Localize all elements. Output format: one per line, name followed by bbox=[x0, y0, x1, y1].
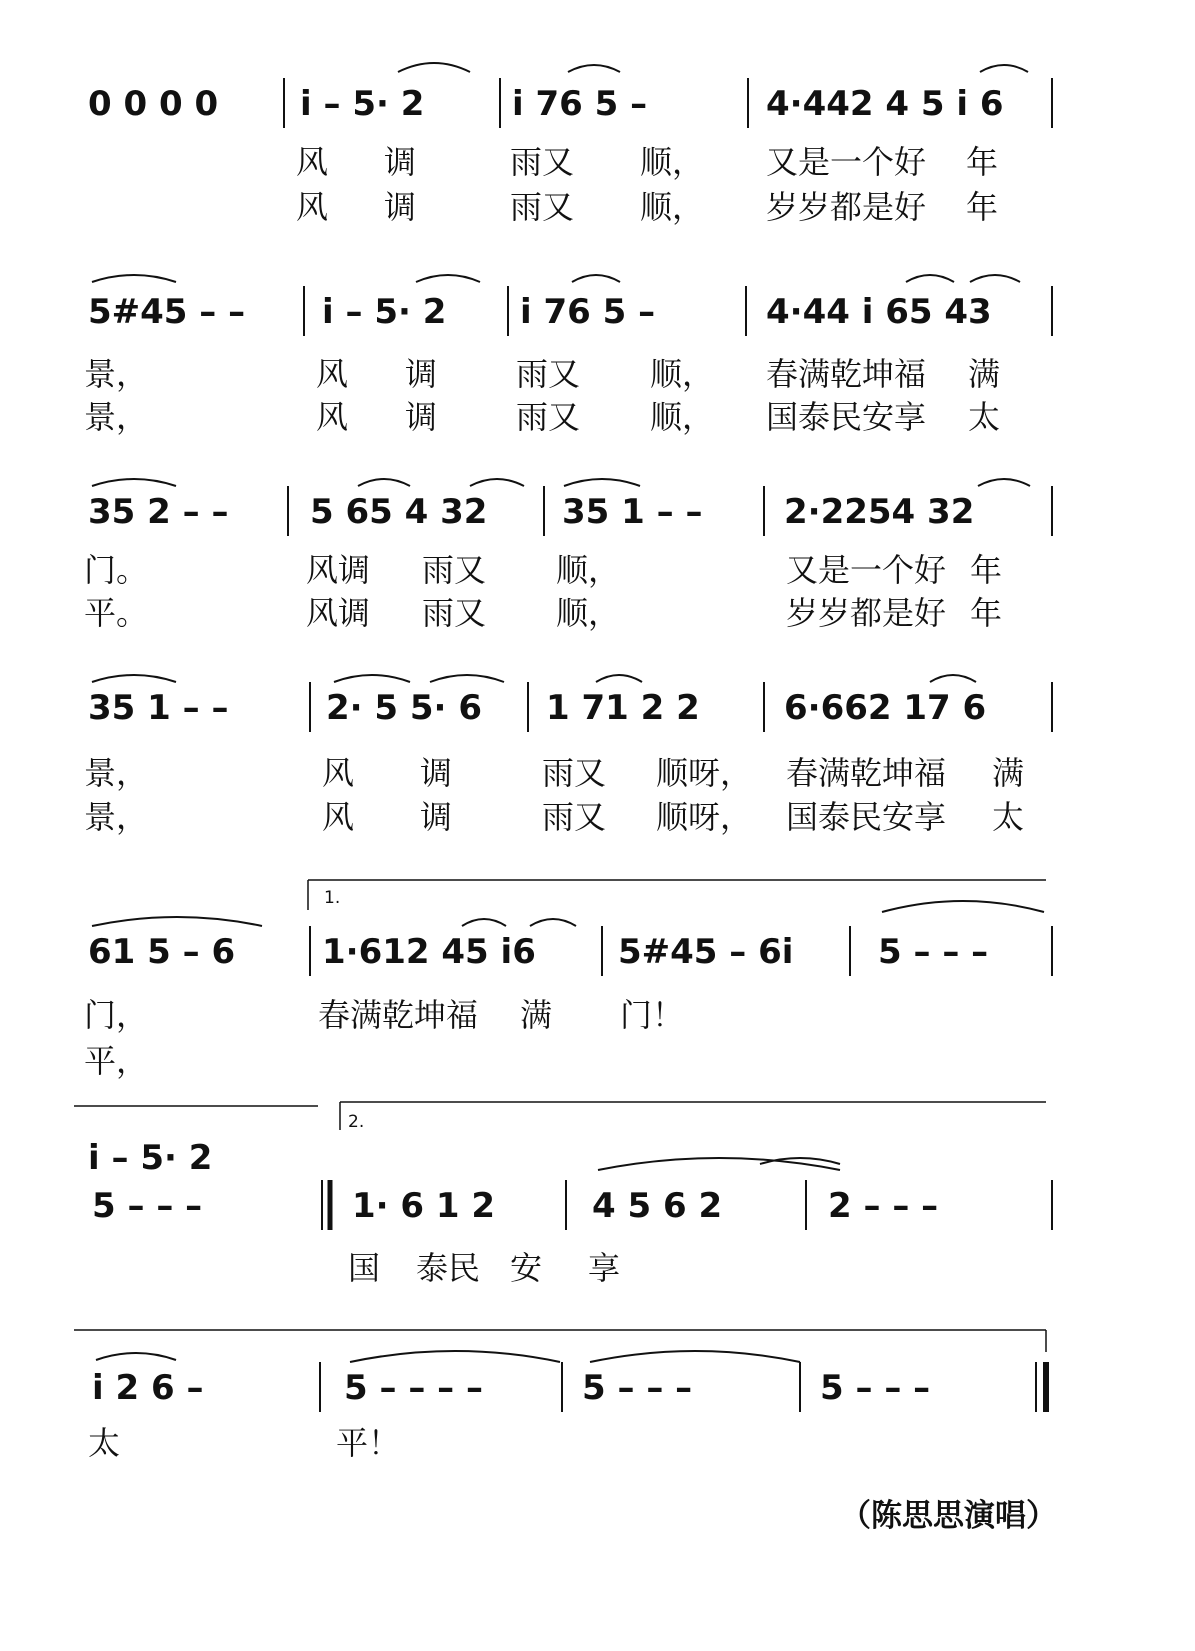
row4-measure1: 35 1 – – bbox=[88, 688, 229, 728]
row4-lyric2-e: 顺呀， bbox=[656, 798, 753, 836]
row1-lyric2-e: 岁岁都是好 bbox=[766, 188, 927, 226]
row3-lyric2-a: 平。 bbox=[84, 594, 149, 632]
row3-lyric2-e: 岁岁都是好 bbox=[786, 594, 947, 632]
row2-lyric2-c: 调 bbox=[405, 398, 438, 436]
slur-row3-c bbox=[470, 479, 524, 486]
slur-row3-e bbox=[978, 479, 1030, 486]
row5-measure1: 61 5 – 6 bbox=[88, 932, 236, 972]
row3-lyric1-f: 年 bbox=[970, 551, 1003, 589]
row2-lyric1-b: 风 bbox=[316, 355, 349, 393]
row4-measure2: 2· 5 5· 6 bbox=[326, 688, 482, 728]
row2-lyric1-d: 雨又 bbox=[516, 355, 581, 393]
row7-measure3: 5 – – – bbox=[582, 1368, 693, 1408]
row4-lyric2-b: 风 bbox=[322, 798, 355, 836]
volta-2-label: 2. bbox=[348, 1112, 365, 1132]
slur-row2-d bbox=[906, 275, 954, 282]
row2-lyric2-a: 景， bbox=[84, 398, 149, 436]
row1-measure2: i – 5· 2 bbox=[300, 84, 425, 124]
row2-measure4: 4·44 i 65 43 bbox=[766, 292, 992, 332]
row5-measure2: 1·612 45 i6 bbox=[322, 932, 536, 972]
row4-lyric1-f: 春满乾坤福 bbox=[786, 754, 947, 792]
row4-lyric1-b: 风 bbox=[322, 754, 355, 792]
row1-lyric2-b: 调 bbox=[384, 188, 417, 226]
slur-row2-e bbox=[970, 275, 1020, 282]
row2-lyric2-f: 国泰民安享 bbox=[766, 398, 927, 436]
row5-lyric1-c: 满 bbox=[520, 996, 553, 1034]
row5-lyric1-a: 门， bbox=[84, 996, 149, 1034]
row3-lyric1-b: 风调 bbox=[306, 551, 371, 589]
row2-measure1: 5#45 – – bbox=[88, 292, 246, 332]
row6-lyric-a: 国 bbox=[348, 1249, 381, 1287]
slur-row1-a bbox=[398, 63, 470, 72]
row5-lyric1-b: 春满乾坤福 bbox=[318, 996, 479, 1034]
row6-measure1: 5 – – – bbox=[92, 1186, 203, 1226]
row3-lyric1-e: 又是一个好 bbox=[786, 551, 947, 589]
row4-lyric1-a: 景， bbox=[84, 754, 149, 792]
row2-lyric2-e: 顺， bbox=[650, 398, 715, 436]
row2-lyric1-e: 顺， bbox=[650, 355, 715, 393]
row1-measure4: 4·442 4 5 i 6 bbox=[766, 84, 1004, 124]
row3-lyric1-d: 顺， bbox=[556, 551, 621, 589]
row5-measure3: 5#45 – 6i bbox=[618, 932, 794, 972]
slur-row7-b bbox=[350, 1351, 560, 1362]
row3-measure1: 35 2 – – bbox=[88, 492, 229, 532]
slur-row6-a bbox=[598, 1158, 840, 1170]
slur-row5-a bbox=[92, 917, 262, 926]
row1-lyric1-f: 年 bbox=[966, 143, 999, 181]
row4-lyric2-f: 国泰民安享 bbox=[786, 798, 947, 836]
row1-lyric2-c: 雨又 bbox=[510, 188, 575, 226]
slur-row5-b bbox=[462, 919, 506, 926]
row4-lyric1-e: 顺呀， bbox=[656, 754, 753, 792]
row3-measure4: 2·2254 32 bbox=[784, 492, 975, 532]
row6-measure4: 2 – – – bbox=[828, 1186, 939, 1226]
slur-row4-d bbox=[596, 675, 642, 682]
row3-lyric1-c: 雨又 bbox=[422, 551, 487, 589]
row6-lyric-c: 安 bbox=[510, 1249, 543, 1287]
row5-measure4: 5 – – – bbox=[878, 932, 989, 972]
slur-row1-c bbox=[980, 65, 1028, 72]
slur-row7-c bbox=[590, 1351, 800, 1362]
row3-measure3: 35 1 – – bbox=[562, 492, 703, 532]
row2-lyric1-g: 满 bbox=[968, 355, 1001, 393]
row5-lyric1-d: 门！ bbox=[620, 996, 685, 1034]
row1-lyric1-e: 又是一个好 bbox=[766, 143, 927, 181]
row4-lyric1-g: 满 bbox=[992, 754, 1025, 792]
row6-measure3: 4 5 6 2 bbox=[592, 1186, 723, 1226]
row1-lyric2-d: 顺， bbox=[640, 188, 705, 226]
row4-lyric1-c: 调 bbox=[420, 754, 453, 792]
slur-row4-a bbox=[92, 675, 176, 682]
row4-measure4: 6·662 17 6 bbox=[784, 688, 987, 728]
row2-lyric1-a: 景， bbox=[84, 355, 149, 393]
row1-lyric1-b: 调 bbox=[384, 143, 417, 181]
row4-lyric2-g: 太 bbox=[992, 798, 1025, 836]
row1-measure3: i 76 5 – bbox=[512, 84, 648, 124]
row5-lyric2-a: 平， bbox=[84, 1042, 149, 1080]
slur-row4-e bbox=[930, 675, 976, 682]
row4-lyric1-d: 雨又 bbox=[542, 754, 607, 792]
slur-row3-b bbox=[358, 479, 410, 486]
row7-measure1: i 2 6 – bbox=[92, 1368, 204, 1408]
row3-lyric2-b: 风调 bbox=[306, 594, 371, 632]
row1-measure1: 0 0 0 0 bbox=[88, 84, 219, 124]
row6-lyric-d: 享 bbox=[588, 1249, 621, 1287]
slur-row5-d bbox=[882, 901, 1044, 912]
performer-credit: （陈思思演唱） bbox=[840, 1498, 1057, 1534]
slur-row4-c bbox=[430, 675, 504, 682]
row2-lyric1-f: 春满乾坤福 bbox=[766, 355, 927, 393]
slur-row2-b bbox=[416, 275, 480, 282]
row2-lyric2-b: 风 bbox=[316, 398, 349, 436]
slur-row2-c bbox=[572, 275, 620, 282]
row6-lyric-b: 泰民 bbox=[416, 1249, 481, 1287]
slur-row2-a bbox=[92, 275, 176, 282]
row3-lyric2-c: 雨又 bbox=[422, 594, 487, 632]
row1-lyric1-a: 风 bbox=[296, 143, 329, 181]
row4-lyric2-c: 调 bbox=[420, 798, 453, 836]
slur-row1-b bbox=[568, 65, 620, 72]
row2-lyric2-d: 雨又 bbox=[516, 398, 581, 436]
volta-1-label: 1. bbox=[324, 888, 341, 908]
row3-lyric1-a: 门。 bbox=[84, 551, 149, 589]
row6-upper-voice: i – 5· 2 bbox=[88, 1138, 213, 1178]
row2-lyric2-g: 太 bbox=[968, 398, 1001, 436]
row4-measure3: 1 71 2 2 bbox=[546, 688, 700, 728]
row4-lyric2-a: 景， bbox=[84, 798, 149, 836]
row2-measure2: i – 5· 2 bbox=[322, 292, 447, 332]
row7-lyric-a: 太 bbox=[88, 1424, 121, 1462]
row7-lyric-b: 平！ bbox=[336, 1424, 401, 1462]
row2-measure3: i 76 5 – bbox=[520, 292, 656, 332]
row6-measure2: 1· 6 1 2 bbox=[352, 1186, 496, 1226]
row1-lyric2-a: 风 bbox=[296, 188, 329, 226]
row3-lyric2-d: 顺， bbox=[556, 594, 621, 632]
row7-measure2: 5 – – – – bbox=[344, 1368, 484, 1408]
row1-lyric1-c: 雨又 bbox=[510, 143, 575, 181]
slur-row4-b bbox=[334, 675, 410, 682]
row1-lyric1-d: 顺， bbox=[640, 143, 705, 181]
row1-lyric2-f: 年 bbox=[966, 188, 999, 226]
row7-measure4: 5 – – – bbox=[820, 1368, 931, 1408]
slur-row3-a bbox=[92, 479, 176, 486]
row3-lyric2-f: 年 bbox=[970, 594, 1003, 632]
row3-measure2: 5 65 4 32 bbox=[310, 492, 488, 532]
slur-row5-c bbox=[530, 919, 576, 926]
slur-row7-a bbox=[96, 1353, 176, 1360]
row4-lyric2-d: 雨又 bbox=[542, 798, 607, 836]
slur-row3-d bbox=[564, 479, 640, 486]
row2-lyric1-c: 调 bbox=[405, 355, 438, 393]
